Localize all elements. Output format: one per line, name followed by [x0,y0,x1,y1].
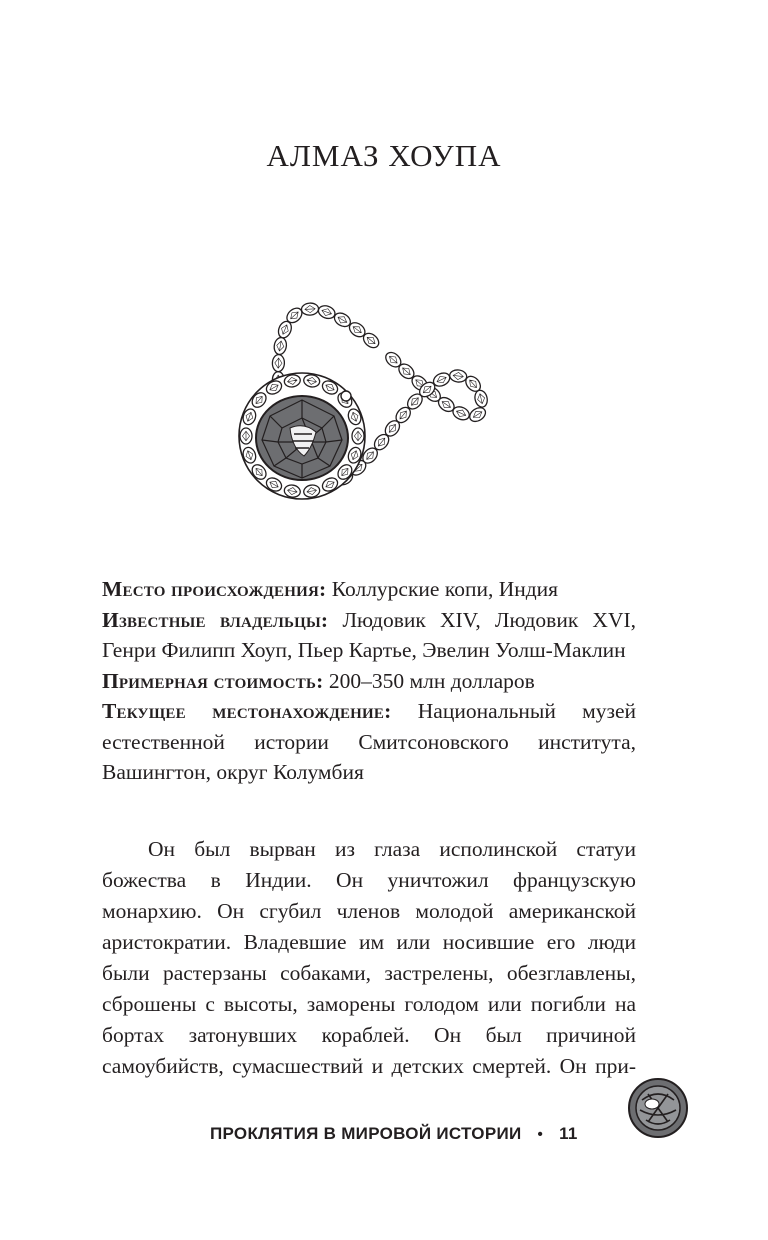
footer-separator: • [537,1125,544,1143]
fact-value: Национальный музей естественной истории Смитсоновского института, Вашингтон, округ Колумбия [102,699,636,784]
fact-label: Текущее местонахождение: [102,699,392,723]
chain-stone [352,428,364,444]
chain-stone [449,369,467,383]
chain-stone [240,428,252,444]
fact-label: Известные владельцы: [102,607,329,632]
fact-value: Коллурские копи, Индия [331,577,559,601]
fact-label: Примерная стоимость: [102,668,324,693]
fact-label: Место происхождения: [102,577,327,601]
chain-stone [301,303,319,316]
fact-value-estimate [102,666,636,697]
story-paragraph: Он был вырван из глаза исполинской статуи божества в Индии. Он уничтожил французскую монархию. Он сгубил членов молодой американской аристократии. Владевшие им или носившие его люди были растерзаны собаками, застрелены, обезглавлены, сброшены с высоты, заморены голодом или погибли на бортах затонувших кораблей. Он был причиной самоубийств, сумасшествий и детских смертей. Он при- [102,837,636,1078]
chain-stone [272,354,285,372]
chain-stone [273,337,288,356]
page-number: 11 [559,1124,578,1143]
chain-stone [467,405,488,424]
fact-value: Людовик XIV, Людовик XVI, Генри Филипп Хоуп, Пьер Картье, Эвелин Уолш-Маклин [102,607,637,662]
chain-stone [473,389,489,408]
fact-origin [102,574,636,605]
gem-thumbnail-icon [626,1076,690,1140]
pendant-setting [239,373,365,499]
fact-owners [102,605,636,666]
fact-location [102,696,636,788]
hope-diamond-necklace-illustration [230,278,520,508]
chain-stone [317,304,337,321]
fact-value: 200–350 млн долларов [328,668,535,693]
running-footer [210,1124,620,1144]
page-title: АЛМАЗ ХОУПА [266,138,502,173]
footer-book-title: ПРОКЛЯТИЯ В МИРОВОЙ ИСТОРИИ [210,1124,522,1143]
facts-block [102,574,636,788]
